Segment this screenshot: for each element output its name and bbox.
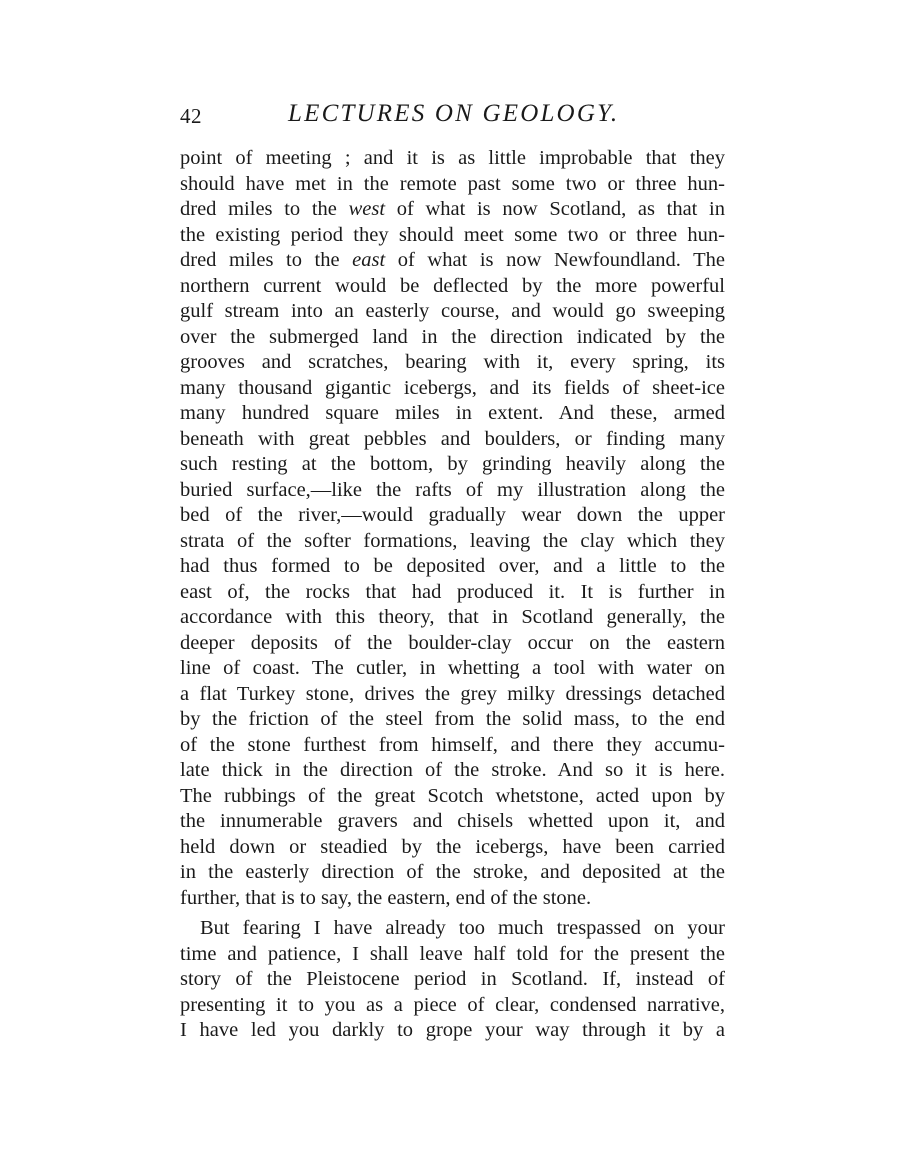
text-line bbox=[180, 197, 725, 223]
text-line: grooves and scratches, bearing with it, every spring, its bbox=[180, 351, 725, 373]
text-line: story of the Pleistocene period in Scotland. If, instead of bbox=[180, 968, 725, 990]
text-run: dred miles to the bbox=[180, 198, 337, 220]
paragraph bbox=[180, 916, 725, 1044]
text-line: deeper deposits of the boulder-clay occur on the eastern bbox=[180, 631, 725, 654]
text-line: presenting it to you as a piece of clear, condensed narrative, bbox=[180, 993, 725, 1016]
text-line: by the friction of the steel from the solid mass, to the end bbox=[180, 708, 725, 730]
text-line: of the stone furthest from himself, and there they accumu- bbox=[180, 733, 725, 756]
running-title: LECTURES ON GEOLOGY. bbox=[288, 100, 620, 127]
text-line: bed of the river,—would gradually wear down the upper bbox=[180, 504, 725, 526]
text-line: many hundred square miles in extent. And these, armed bbox=[180, 402, 725, 424]
text-run: of what is now Scotland, as that in bbox=[396, 198, 726, 220]
text-line: point of meeting ; and it is as little improbable that they bbox=[180, 147, 725, 169]
page-number: 42 bbox=[180, 104, 202, 128]
italic-word: east bbox=[352, 249, 386, 271]
text-run: dred miles to the bbox=[180, 249, 340, 271]
text-line: time and patience, I shall leave half told for the present the bbox=[180, 942, 725, 965]
text-line: a flat Turkey stone, drives the grey milky dressings detached bbox=[180, 682, 725, 705]
text-line: I have led you darkly to grope your way through it by a bbox=[180, 1019, 725, 1041]
text-line: line of coast. The cutler, in whetting a tool with water on bbox=[180, 657, 725, 679]
text-line: over the submerged land in the direction indicated by the bbox=[180, 325, 725, 348]
text-line: held down or steadied by the icebergs, have been carried bbox=[180, 835, 725, 858]
italic-word: west bbox=[348, 198, 386, 220]
text-line: further, that is to say, the eastern, end of the stone. bbox=[180, 886, 592, 909]
text-line: The rubbings of the great Scotch whetstone, acted upon by bbox=[180, 784, 725, 807]
text-line: gulf stream into an easterly course, and would go sweeping bbox=[180, 300, 725, 322]
text-line: should have met in the remote past some two or three hun- bbox=[180, 172, 725, 195]
text-line: had thus formed to be deposited over, and a little to the bbox=[180, 555, 725, 577]
text-line: accordance with this theory, that in Scotland generally, the bbox=[180, 606, 725, 628]
text-line: But fearing I have already too much trespassed on your bbox=[200, 917, 725, 939]
text-line: northern current would be deflected by the more powerful bbox=[180, 274, 725, 297]
paragraph bbox=[180, 146, 725, 911]
text-line: strata of the softer formations, leaving the clay which they bbox=[180, 529, 725, 552]
text-line: buried surface,—like the rafts of my illustration along the bbox=[180, 478, 725, 501]
text-line: such resting at the bottom, by grinding heavily along the bbox=[180, 453, 725, 475]
text-line: beneath with great pebbles and boulders, or finding many bbox=[180, 427, 725, 450]
text-line bbox=[180, 248, 725, 274]
running-head bbox=[180, 100, 730, 134]
text-line: the innumerable gravers and chisels whetted upon it, and bbox=[180, 810, 725, 832]
text-run: of what is now Newfoundland. The bbox=[397, 249, 725, 271]
body-text bbox=[180, 146, 725, 1044]
text-line: many thousand gigantic icebergs, and its fields of sheet-ice bbox=[180, 376, 725, 399]
text-line: the existing period they should meet some two or three hun- bbox=[180, 223, 725, 246]
text-line: late thick in the direction of the stroke. And so it is here. bbox=[180, 759, 725, 781]
text-line: in the easterly direction of the stroke, and deposited at the bbox=[180, 861, 725, 883]
text-line: east of, the rocks that had produced it. It is further in bbox=[180, 580, 725, 603]
